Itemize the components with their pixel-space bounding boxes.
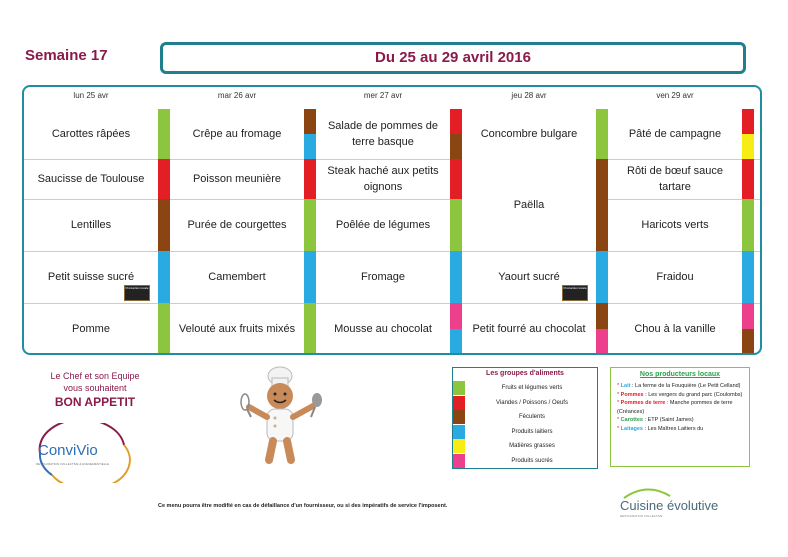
- food-groups-legend: [452, 367, 598, 469]
- food-group-marker-green: [158, 303, 170, 355]
- food-group-row: [453, 396, 597, 410]
- day-header-3: mer 27 avr: [363, 91, 403, 100]
- date-range-title: Du 25 au 29 avril 2016: [160, 42, 746, 74]
- food-group-marker-green: [304, 303, 316, 355]
- food-group-label: Matières grasses: [509, 443, 555, 449]
- day-header-5: ven 29 avr: [656, 91, 694, 100]
- chef-message: [30, 370, 160, 408]
- food-group-marker-brown: [450, 134, 462, 159]
- local-producers-title: Nos producteurs locaux: [639, 371, 721, 378]
- menu-item-saucisse-de-toulouse: Saucisse de Toulouse: [37, 172, 145, 185]
- food-group-marker-red: [304, 159, 316, 199]
- food-group-marker-green: [304, 199, 316, 251]
- producer-product: Laitages: [620, 425, 643, 432]
- chef-line-2: vous souhaitent: [63, 383, 127, 393]
- menu-item-pate-de-campagne: Pâté de campagne: [628, 127, 722, 140]
- food-group-marker-brown: [742, 329, 754, 355]
- food-group-label: Produits sucrés: [511, 457, 553, 464]
- food-group-marker-brown: [596, 159, 608, 251]
- menu-item-poisson-meuniere: Poisson meunière: [192, 172, 282, 185]
- producers-list: [611, 378, 749, 433]
- menu-item-paella: Paëlla: [462, 159, 596, 251]
- chef-mascot-icon: [235, 362, 325, 467]
- food-group-marker-yellow: [742, 134, 754, 159]
- food-group-marker-blue: [450, 329, 462, 355]
- food-group-marker-blue: [304, 134, 316, 159]
- menu-item-haricots-verts: Haricots verts: [641, 218, 709, 231]
- menu-item-carottes-rapees: Carottes râpées: [51, 127, 131, 140]
- menu-item-steak-hache-aux-petits-oignons: Steak haché aux petits oignons: [327, 164, 439, 193]
- producer-name: : ETP (Saint James): [642, 417, 694, 423]
- menu-item-lentilles: Lentilles: [70, 218, 112, 231]
- producer-product: Carottes: [620, 417, 643, 423]
- day-header-2: mar 26 avr: [217, 91, 257, 100]
- food-group-marker-brown: [304, 109, 316, 134]
- menu-item-mousse-au-chocolat: Mousse au chocolat: [334, 322, 432, 335]
- producer-product: Pommes: [620, 391, 644, 398]
- producer-item: [617, 399, 743, 416]
- bullet-icon: *: [617, 417, 621, 423]
- food-group-marker-green: [158, 109, 170, 159]
- menu-item-puree-de-courgettes: Purée de courgettes: [187, 218, 287, 231]
- menu-item-salade-de-pommes-de-terre-basque: Salade de pommes de terre basque: [327, 119, 439, 148]
- chef-line-1: Le Chef et son Equipe: [50, 371, 140, 381]
- menu-item-yaourt-sucre: Yaourt sucré: [498, 270, 560, 283]
- footnote: Ce menu pourra être modifié en cas de défaillance d'un fournisseur, ou si des impératifs de service l'imposent.: [158, 503, 448, 509]
- menu-item-camembert: Camembert: [208, 270, 266, 283]
- food-group-marker-blue: [158, 251, 170, 303]
- food-group-marker-red: [742, 109, 754, 134]
- menu-table: [22, 85, 762, 355]
- local-production-badge: Production locale: [124, 285, 150, 301]
- food-group-marker-brown: [596, 303, 608, 329]
- food-group-swatch-red: [453, 396, 465, 410]
- food-group-marker-blue: [450, 251, 462, 303]
- food-group-marker-red: [158, 159, 170, 199]
- bon-appetit-text: BON APPETIT: [54, 395, 136, 409]
- food-group-swatch-pink: [453, 454, 465, 468]
- bullet-icon: *: [617, 383, 621, 389]
- producer-name: : Les Maîtres Laitiers du: [643, 425, 704, 432]
- producer-item: [617, 416, 743, 425]
- food-group-marker-red: [742, 159, 754, 199]
- producer-name: : Les vergers du grand parc (Coulombs): [643, 391, 743, 398]
- food-group-marker-pink: [742, 303, 754, 329]
- food-group-marker-blue: [304, 251, 316, 303]
- menu-item-concombre-bulgare: Concombre bulgare: [480, 127, 578, 140]
- menu-item-veloute-aux-fruits-mixes: Velouté aux fruits mixés: [178, 322, 296, 335]
- menu-item-roti-de-b-uf-sauce-tartare: Rôti de bœuf sauce tartare: [627, 164, 723, 193]
- producer-item: [617, 382, 743, 391]
- menu-item-petit-fourre-au-chocolat: Petit fourré au chocolat: [472, 322, 586, 335]
- convivio-name: ConviVio: [38, 442, 98, 459]
- cuisine-evolutive-name: Cuisine évolutive: [620, 498, 719, 513]
- food-group-marker-blue: [742, 251, 754, 303]
- local-production-badge: Production locale: [562, 285, 588, 301]
- food-group-label: Viandes / Poissons / Oeufs: [496, 399, 568, 406]
- food-group-label: Produits laitiers: [511, 428, 553, 435]
- bullet-icon: *: [617, 425, 621, 432]
- producer-name: : Manche pommes de terre (Créances): [617, 400, 733, 415]
- menu-item-chou-a-la-vanille: Chou à la vanille: [634, 322, 716, 335]
- food-group-row: [453, 454, 597, 468]
- food-group-label: Fruits et légumes verts: [501, 385, 563, 391]
- food-group-row: [453, 381, 597, 395]
- day-header-1: lun 25 avr: [73, 91, 109, 100]
- producer-product: Pommes de terre: [620, 400, 666, 406]
- food-group-marker-red: [450, 159, 462, 199]
- cuisine-evolutive-tagline: RESTAURATION COLLECTIVE: [620, 514, 663, 518]
- food-group-swatch-blue: [453, 425, 465, 439]
- food-group-marker-green: [596, 109, 608, 159]
- food-group-marker-pink: [450, 303, 462, 329]
- week-label: Semaine 17: [25, 47, 108, 64]
- local-producers-box: [610, 367, 750, 467]
- food-group-label: Féculents: [518, 414, 545, 420]
- food-group-swatch-green: [453, 381, 465, 395]
- menu-item-fraidou: Fraidou: [656, 270, 694, 283]
- food-group-marker-red: [450, 109, 462, 134]
- menu-item-fromage: Fromage: [360, 270, 406, 283]
- food-group-marker-pink: [596, 329, 608, 355]
- food-group-row: [453, 410, 597, 424]
- producer-item: [617, 425, 743, 434]
- food-group-swatch-brown: [453, 410, 465, 424]
- menu-item-poelee-de-legumes: Poêlée de légumes: [335, 218, 431, 231]
- food-group-row: [453, 439, 597, 453]
- menu-item-crepe-au-fromage: Crêpe au fromage: [192, 127, 282, 140]
- food-group-swatch-yellow: [453, 439, 465, 453]
- producer-name: : La ferme de la Fouquière (Le Petit Celland): [630, 383, 741, 389]
- day-header-4: jeu 28 avr: [511, 91, 547, 100]
- producer-product: Lait: [620, 383, 631, 389]
- food-group-row: [453, 425, 597, 439]
- food-group-marker-brown: [158, 199, 170, 251]
- food-group-marker-green: [450, 199, 462, 251]
- food-group-marker-green: [742, 199, 754, 251]
- convivio-tagline: RESTAURATION COLLECTIVE & EVENEMENTIELLE: [36, 462, 110, 466]
- menu-item-petit-suisse-sucre: Petit suisse sucré: [47, 270, 135, 283]
- menu-item-pomme: Pomme: [72, 322, 110, 335]
- food-group-marker-blue: [596, 251, 608, 303]
- food-groups-title: Les groupes d'aliments: [486, 370, 564, 377]
- bullet-icon: *: [617, 400, 621, 406]
- producer-item: [617, 391, 743, 400]
- bullet-icon: *: [617, 391, 621, 398]
